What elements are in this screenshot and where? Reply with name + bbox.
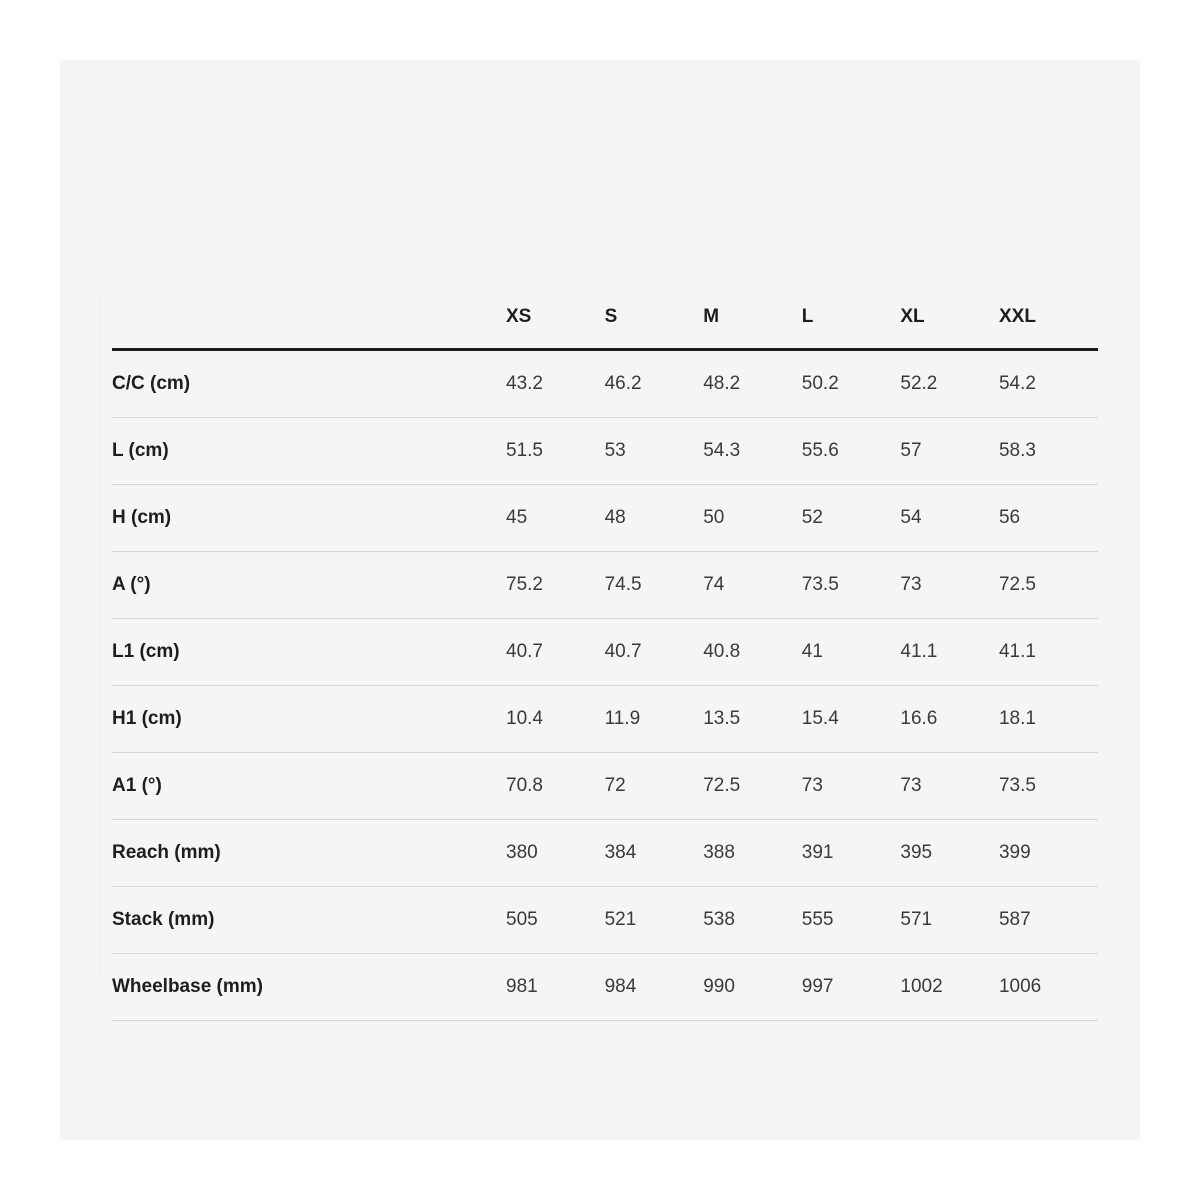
table-cell: 54.3 (703, 440, 741, 461)
row-label: L1 (cm) (112, 641, 180, 662)
table-cell: 41.1 (998, 641, 1036, 662)
table-row (112, 753, 1098, 820)
table-row (112, 418, 1098, 485)
table-cell: 981 (506, 976, 538, 997)
table-cell: 73.5 (801, 574, 839, 595)
geometry-panel (60, 60, 1140, 1140)
table-cell: 74.5 (604, 574, 642, 595)
table-cell: 75.2 (506, 574, 543, 595)
table-cell: 10.4 (506, 708, 543, 729)
table-cell: 51.5 (506, 440, 543, 461)
row-label: C/C (cm) (112, 373, 191, 394)
table-cell: 72 (604, 775, 626, 796)
row-label: Wheelbase (mm) (112, 976, 263, 997)
table-cell: 73 (900, 574, 922, 595)
table-cell: 56 (998, 507, 1021, 528)
column-header: XL (900, 305, 925, 327)
table-cell: 538 (703, 909, 735, 930)
table-cell: 43.2 (506, 373, 543, 394)
table-cell: 984 (604, 976, 637, 997)
table-cell: 73.5 (998, 775, 1036, 796)
table-cell: 399 (998, 842, 1031, 863)
table-row (112, 619, 1098, 686)
table-cell: 388 (703, 842, 735, 863)
table-cell: 54 (900, 507, 922, 528)
table-row (112, 820, 1098, 887)
table-cell: 384 (604, 842, 637, 863)
table-row (112, 954, 1098, 1021)
table-cell: 505 (506, 909, 538, 930)
table-cell: 40.7 (506, 641, 543, 662)
table-cell: 13.5 (703, 708, 741, 729)
table-cell: 52.2 (900, 373, 938, 394)
table-cell: 48.2 (703, 373, 741, 394)
row-label: A1 (°) (112, 775, 162, 796)
table-cell: 521 (604, 909, 637, 930)
column-header: XS (506, 305, 532, 327)
table-cell: 41.1 (900, 641, 938, 662)
table-cell: 40.7 (604, 641, 642, 662)
table-cell: 997 (801, 976, 834, 997)
table-cell: 46.2 (604, 373, 642, 394)
table-cell: 54.2 (998, 373, 1036, 394)
table-row (112, 552, 1098, 619)
table-cell: 391 (801, 842, 834, 863)
table-cell: 73 (900, 775, 922, 796)
table-header (112, 285, 1098, 351)
geometry-table (112, 285, 1098, 1021)
row-label: L (cm) (112, 440, 169, 461)
table-cell: 70.8 (506, 775, 543, 796)
row-label: Stack (mm) (112, 909, 215, 930)
table-cell: 58.3 (998, 440, 1036, 461)
table-cell: 72.5 (998, 574, 1036, 595)
table-body (112, 351, 1098, 1021)
column-header: XXL (998, 305, 1036, 327)
table-cell: 11.9 (604, 708, 641, 729)
table-cell: 50.2 (801, 373, 839, 394)
table-cell: 571 (900, 909, 933, 930)
table-cell: 52 (801, 507, 823, 528)
column-header: S (604, 305, 618, 327)
table-cell: 15.4 (801, 708, 839, 729)
table-cell: 18.1 (998, 708, 1036, 729)
table-cell: 50 (703, 507, 725, 528)
row-label: A (°) (112, 574, 151, 595)
row-label: Reach (mm) (112, 842, 221, 863)
table-cell: 1002 (900, 976, 943, 997)
table-cell: 74 (703, 574, 725, 595)
table-cell: 45 (506, 507, 528, 528)
table-cell: 16.6 (900, 708, 938, 729)
table-row (112, 485, 1098, 552)
table-cell: 380 (506, 842, 538, 863)
table-row (112, 686, 1098, 753)
table-cell: 555 (801, 909, 834, 930)
column-header: L (801, 305, 814, 327)
table-cell: 72.5 (703, 775, 741, 796)
table-cell: 41 (801, 641, 823, 662)
table-cell: 73 (801, 775, 823, 796)
table-cell: 48 (604, 507, 626, 528)
row-label: H (cm) (112, 507, 172, 528)
row-label: H1 (cm) (112, 708, 182, 729)
table-row (112, 351, 1098, 418)
table-cell: 55.6 (801, 440, 839, 461)
table-cell: 990 (703, 976, 735, 997)
table-cell: 53 (604, 440, 626, 461)
table-cell: 57 (900, 440, 922, 461)
table-row (112, 887, 1098, 954)
column-header: M (703, 305, 720, 327)
table-cell: 395 (900, 842, 933, 863)
table-cell: 1006 (998, 976, 1042, 997)
table-cell: 40.8 (703, 641, 741, 662)
table-cell: 587 (998, 909, 1031, 930)
